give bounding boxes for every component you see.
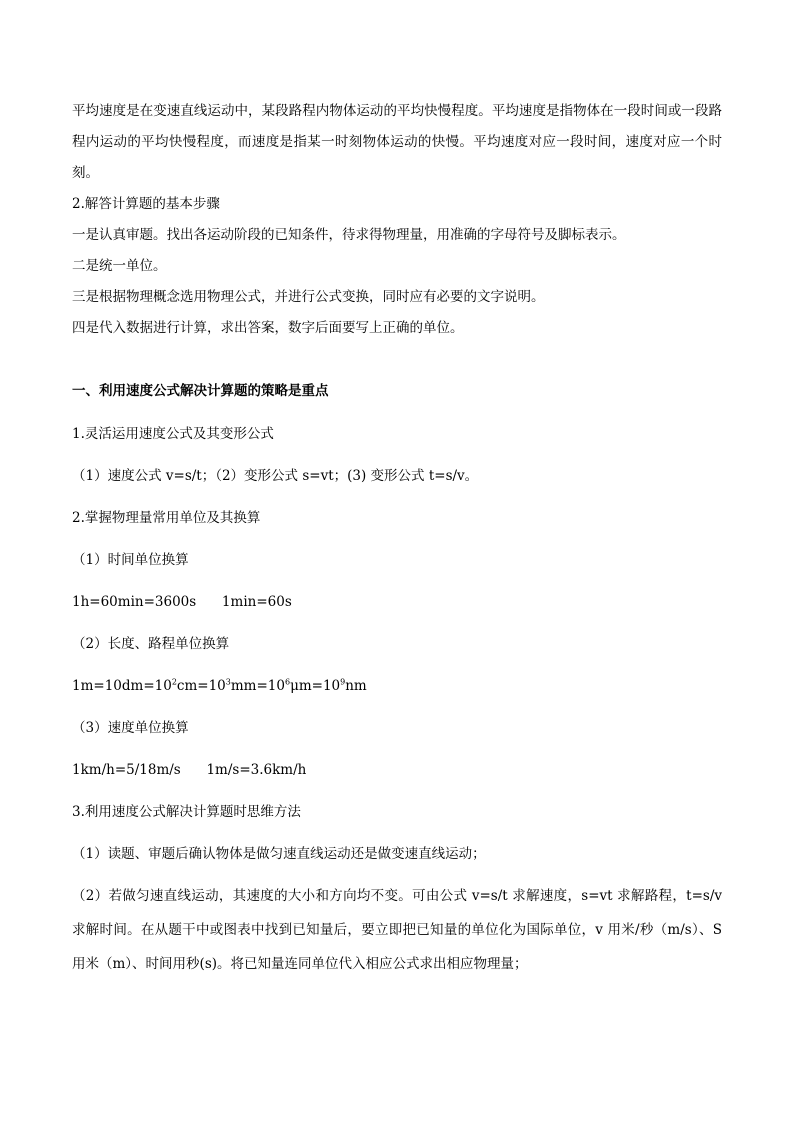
step-4: 四是代入数据进行计算，求出答案，数字后面要写上正确的单位。 xyxy=(72,320,464,336)
step-1: 一是认真审题。找出各运动阶段的已知条件，待求得物理量，用准确的字母符号及脚标表示。 xyxy=(72,227,626,243)
item-2-title: 2.掌握物理量常用单位及其换算 xyxy=(72,510,261,526)
method-2: （2）若做匀速直线运动，其速度的大小和方向均不变。可由公式 v=s/t 求解速度，s=vt 求解路程，t=s/v 求解时间。在从题干中或图表中找到已知量后，要立即把已知量的单位化为国际单位，v 用米/秒（m/s）、S 用米（m）、时间用秒(s)。将已知量连同单位代入相应公式求出相应物理量； xyxy=(72,888,722,972)
speed-units-values: 1km/h=5/18m/s 1m/s=3.6km/h xyxy=(72,762,307,778)
length-units-values: $1m=10dm=10^2cm=10^3mm=10^6\mu m=10^9nm$ xyxy=(72,677,367,694)
speed-formulas: （1）速度公式 v=s/t；（2）变形公式 s=vt；(3) 变形公式 t=s/v。 xyxy=(72,468,479,484)
length-units-title: （2）长度、路程单位换算 xyxy=(72,636,230,652)
step-2: 二是统一单位。 xyxy=(72,258,167,274)
time-units-title: （1）时间单位换算 xyxy=(72,552,189,568)
item-1-title: 1.灵活运用速度公式及其变形公式 xyxy=(72,426,274,442)
speed-units-title: （3）速度单位换算 xyxy=(72,720,189,736)
steps-title: 2.解答计算题的基本步骤 xyxy=(72,196,220,212)
item-3-title: 3.利用速度公式解决计算题时思维方法 xyxy=(72,804,301,820)
document-page xyxy=(72,96,722,981)
step-3: 三是根据物理概念选用物理公式，并进行公式变换，同时应有必要的文字说明。 xyxy=(72,289,545,305)
section-spacer xyxy=(72,344,722,376)
method-1: （1）读题、审题后确认物体是做匀速直线运动还是做变速直线运动； xyxy=(72,846,486,862)
intro-paragraph: 平均速度是在变速直线运动中，某段路程内物体运动的平均快慢程度。平均速度是指物体在一段时间或一段路程内运动的平均快慢程度，而速度是指某一时刻物体运动的快慢。平均速度对应一段时间，速度对应一个时刻。 xyxy=(72,103,722,181)
time-units-values: 1h=60min=3600s 1min=60s xyxy=(72,594,292,610)
section-heading: 一、利用速度公式解决计算题的策略是重点 xyxy=(72,383,329,399)
